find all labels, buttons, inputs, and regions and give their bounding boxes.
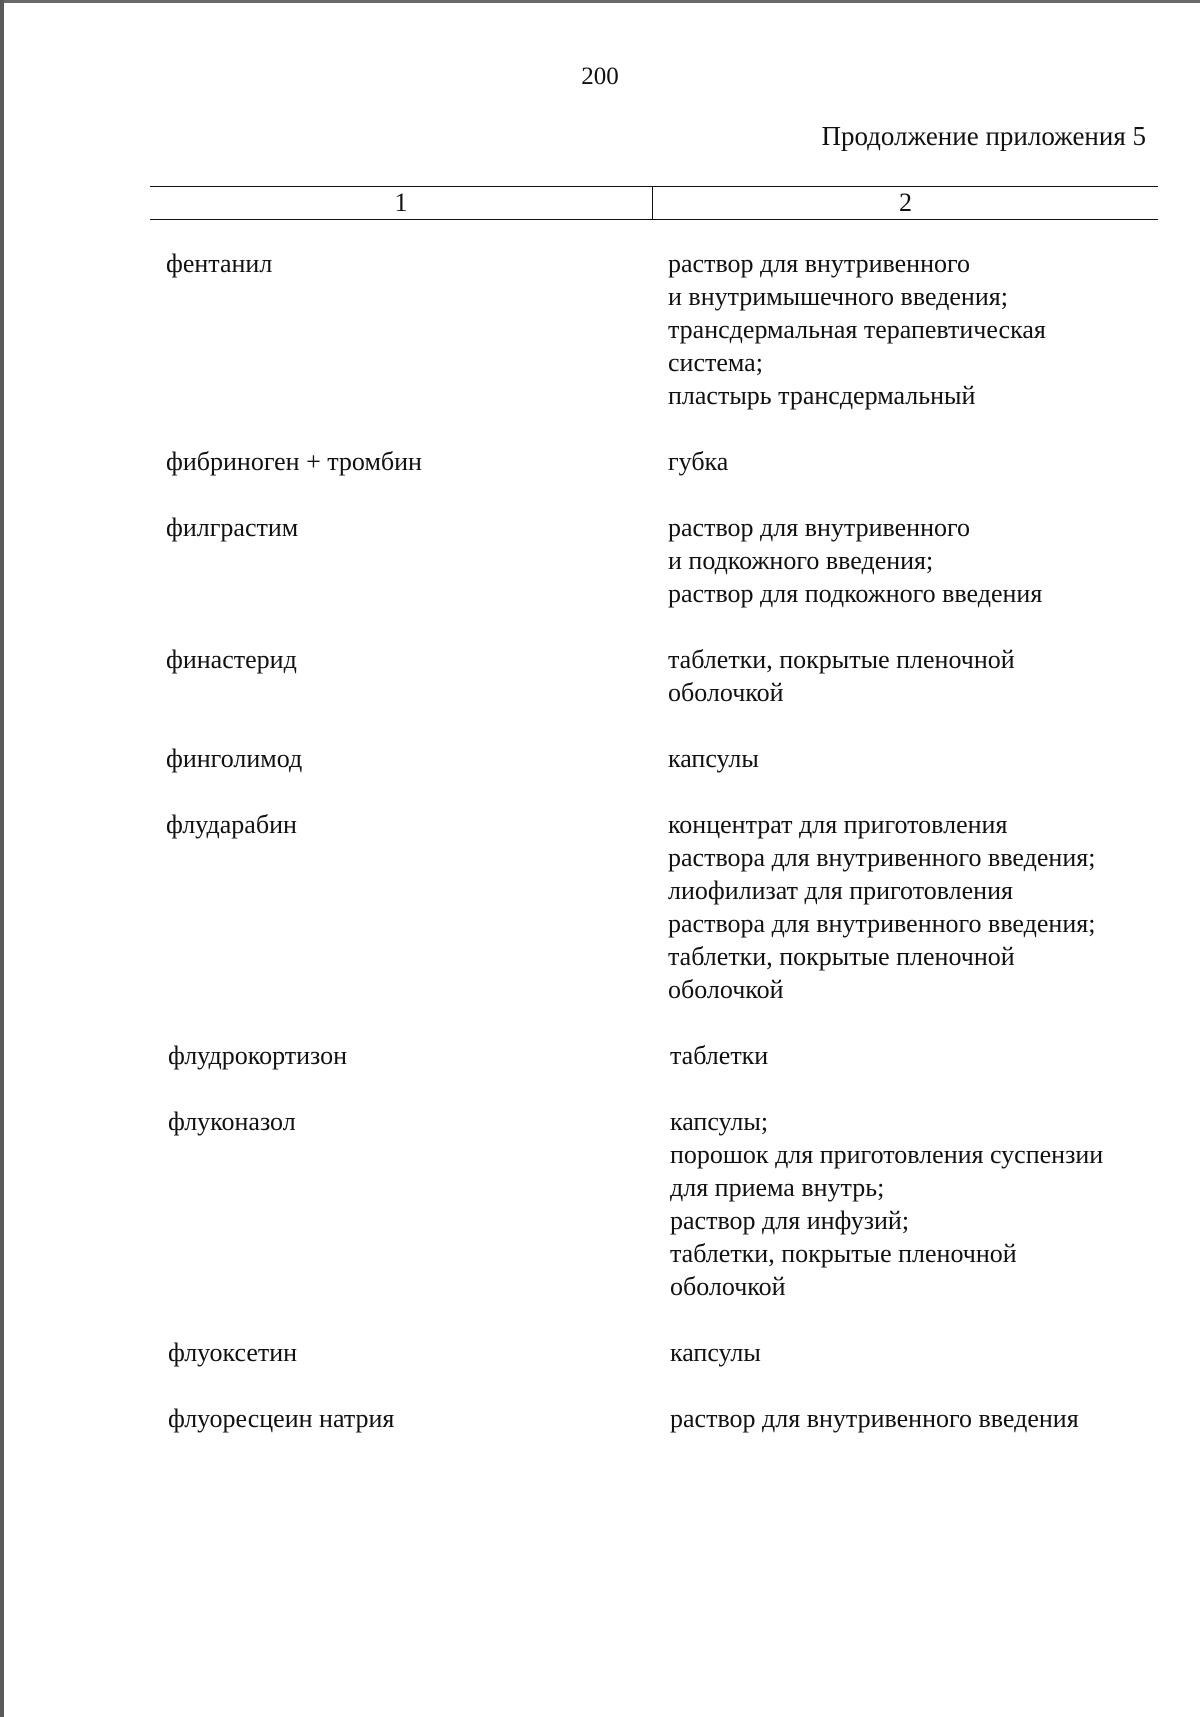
dosage-forms bbox=[668, 643, 1200, 709]
dosage-form-line: капсулы bbox=[670, 1338, 761, 1367]
dosage-form-line: оболочкой bbox=[668, 975, 784, 1004]
dosage-form-line: пластырь трансдермальный bbox=[668, 381, 976, 410]
table-row bbox=[0, 511, 1200, 610]
dosage-form-line: капсулы; bbox=[670, 1107, 769, 1136]
scan-edge-top bbox=[0, 0, 1200, 3]
dosage-form-line: оболочкой bbox=[668, 678, 784, 707]
dosage-form-line: таблетки bbox=[670, 1041, 769, 1070]
drug-name: флуоксетин bbox=[168, 1338, 298, 1367]
dosage-form-line: концентрат для приготовления bbox=[668, 810, 1008, 839]
column-header-2: 2 bbox=[899, 188, 912, 217]
dosage-form-line: порошок для приготовления суспензии bbox=[670, 1140, 1104, 1169]
table-row bbox=[0, 808, 1200, 1006]
dosage-forms bbox=[668, 1402, 1200, 1435]
dosage-forms bbox=[668, 1039, 1200, 1072]
table-row bbox=[0, 1402, 1200, 1435]
dosage-forms bbox=[668, 511, 1200, 610]
dosage-form-line: таблетки, покрытые пленочной bbox=[668, 942, 1015, 971]
page-number: 200 bbox=[581, 63, 619, 90]
drug-name: флударабин bbox=[166, 810, 297, 839]
drug-name: финастерид bbox=[166, 645, 297, 674]
drug-name: флуконазол bbox=[168, 1107, 296, 1136]
dosage-form-line: раствор для подкожного введения bbox=[668, 579, 1043, 608]
drug-name: флудрокортизон bbox=[168, 1041, 348, 1070]
dosage-form-line: таблетки, покрытые пленочной bbox=[668, 645, 1015, 674]
dosage-form-line: раствор для инфузий; bbox=[670, 1206, 910, 1235]
dosage-form-line: лиофилизат для приготовления bbox=[668, 876, 1013, 905]
dosage-form-line: раствора для внутривенного введения; bbox=[668, 909, 1096, 938]
table-row bbox=[0, 1105, 1200, 1303]
drug-name: фентанил bbox=[166, 249, 273, 278]
table-header bbox=[150, 186, 1158, 220]
column-header-1: 1 bbox=[394, 188, 408, 217]
appendix-note: Продолжение приложения 5 bbox=[821, 121, 1146, 151]
dosage-forms bbox=[668, 1105, 1200, 1303]
drug-name: флуоресцеин натрия bbox=[168, 1404, 395, 1433]
drug-name: филграстим bbox=[166, 513, 299, 542]
dosage-form-line: капсулы bbox=[668, 744, 759, 773]
table-row bbox=[0, 445, 1200, 478]
dosage-form-line: система; bbox=[668, 348, 763, 377]
table-row bbox=[0, 1039, 1200, 1072]
dosage-form-line: трансдермальная терапевтическая bbox=[668, 315, 1046, 344]
table-row bbox=[0, 1336, 1200, 1369]
dosage-form-line: раствор для внутривенного bbox=[668, 513, 970, 542]
dosage-form-line: раствор для внутривенного bbox=[668, 249, 970, 278]
dosage-forms bbox=[668, 808, 1200, 1006]
dosage-form-line: раствора для внутривенного введения; bbox=[668, 843, 1096, 872]
table-row bbox=[0, 742, 1200, 775]
dosage-form-line: и внутримышечного введения; bbox=[668, 282, 1008, 311]
drug-name: фибриноген + тромбин bbox=[166, 447, 422, 476]
dosage-forms bbox=[668, 742, 1200, 775]
dosage-form-line: и подкожного введения; bbox=[668, 546, 934, 575]
dosage-forms bbox=[668, 445, 1200, 478]
dosage-forms bbox=[668, 1336, 1200, 1369]
drug-name: финголимод bbox=[166, 744, 303, 773]
table-body bbox=[0, 247, 1200, 1468]
dosage-form-line: для приема внутрь; bbox=[670, 1173, 885, 1202]
dosage-forms bbox=[668, 247, 1200, 412]
table-row bbox=[0, 643, 1200, 709]
table-row bbox=[0, 247, 1200, 412]
dosage-form-line: губка bbox=[668, 447, 729, 476]
dosage-form-line: раствор для внутривенного введения bbox=[670, 1404, 1079, 1433]
dosage-form-line: оболочкой bbox=[670, 1272, 786, 1301]
dosage-form-line: таблетки, покрытые пленочной bbox=[670, 1239, 1017, 1268]
